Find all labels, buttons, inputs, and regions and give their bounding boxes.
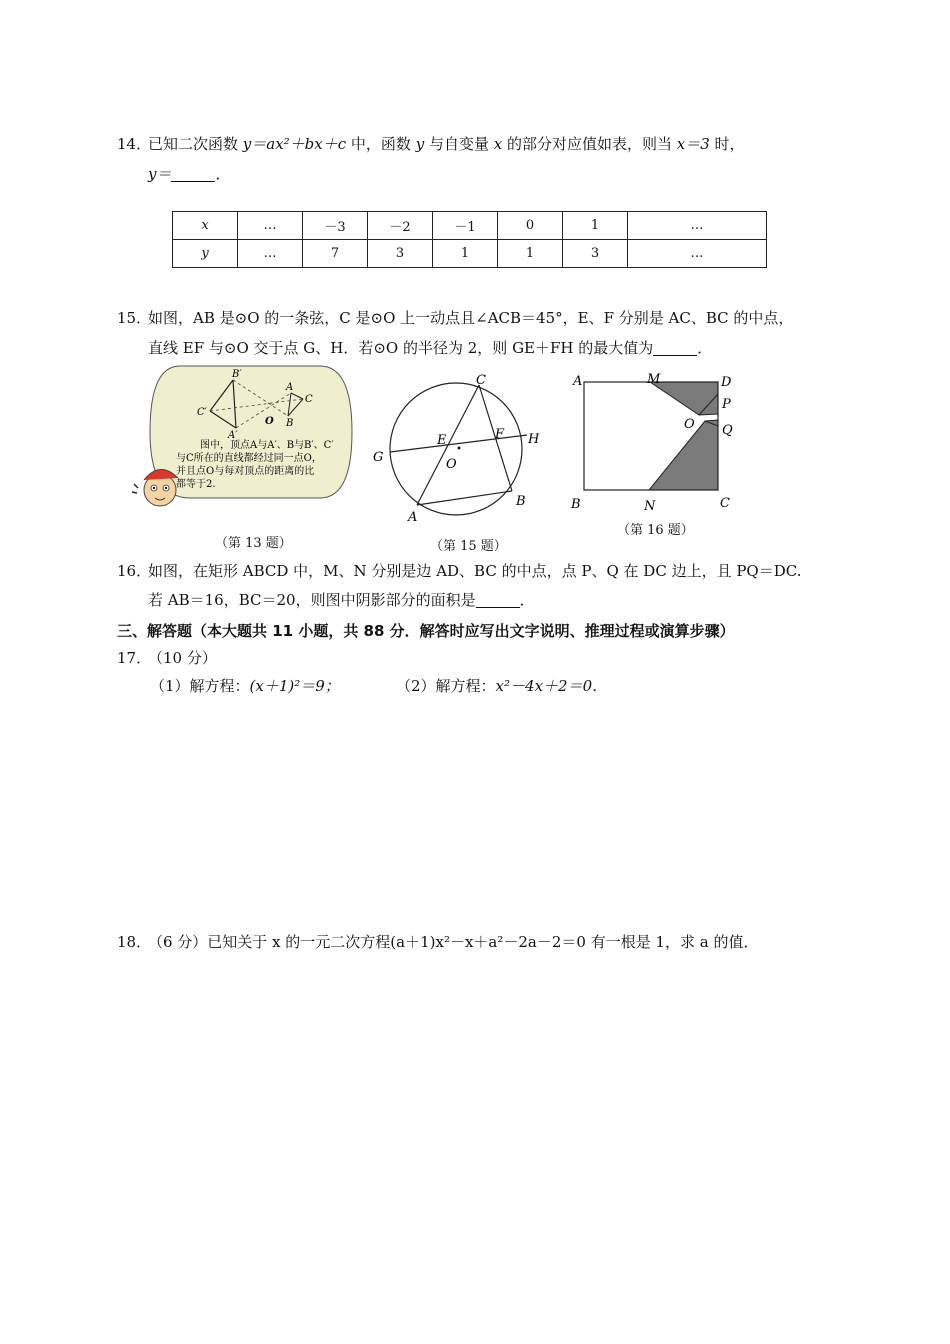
fig15-label: O [446,457,457,472]
q16-number: 16． [117,562,152,580]
fig13-note: 并且点O与每对顶点的距离的比 [176,466,315,477]
q15-line2: 直线 EF 与⊙O 交于点 G、H．若⊙O 的半径为 2，则 GE＋FH 的最大值为 ． [148,339,713,357]
cartoon-character-icon [132,469,178,506]
fig16-label: O [684,417,695,432]
fig15-label: A [408,510,418,525]
q15-line1: 如图，AB 是⊙O 的一条弦，C 是⊙O 上一动点且∠ACB＝45°，E、F 分别是 AC、BC 的中点， [148,309,794,327]
fig13-label: C′ [197,407,207,418]
section-heading: 三、解答题（本大题共 11 小题，共 88 分．解答时应写出文字说明、推理过程或演算步骤） [117,622,735,640]
fig16-label: D [721,375,732,390]
fig16-caption: （第 16 题） [617,523,694,538]
fig15-caption: （第 15 题） [430,539,507,554]
q14-line2: y＝ ． [148,165,231,183]
fig15-label: B [516,494,526,509]
fig13-note: 与C所在的直线都经过同一点O， [176,453,322,464]
answer-blank [171,167,215,182]
figure-16 [565,370,745,515]
fig16-label: N [644,499,656,514]
fig13-label: A′ [228,430,238,441]
fig13-label: A [286,382,294,393]
q18-number: 18． [117,933,152,951]
fig16-label: C [720,496,730,511]
fig16-label: Q [722,423,733,438]
q15-number: 15． [117,309,152,327]
q16-line2: 若 AB＝16，BC＝20，则图中阴影部分的面积是 ． [148,591,535,609]
fig13-label: B′ [232,369,242,380]
q14-number: 14． [117,135,152,153]
q17-part1: （1）解方程：(x＋1)²＝9； [150,677,340,695]
fig16-label: P [722,397,731,412]
q16-line1: 如图，在矩形 ABCD 中，M、N 分别是边 AD、BC 的中点，点 P、Q 在 DC 边上，且 PQ＝DC. [148,562,802,580]
q17-part2: （2）解方程：x²－4x＋2＝0． [396,677,608,695]
q14-line1: 已知二次函数 y＝ax²＋bx＋c 中，函数 y 与自变量 x 的部分对应值如表，则当 x＝3 时， [148,135,745,153]
table-row-x: x … －3 －2 －1 0 1 … [173,212,767,240]
fig15-label: C [476,373,486,388]
fig13-label: B [286,418,294,429]
fig13-caption: （第 13 题） [215,536,292,551]
answer-blank [476,593,520,608]
q17-score: （10 分） [148,649,217,667]
q17-number: 17． [117,649,152,667]
fig15-label: H [528,432,540,447]
fig16-label: M [647,372,661,387]
fig13-label: C [305,394,313,405]
fig13-label: O [265,416,274,427]
q18-text: （6 分）已知关于 x 的一元二次方程(a＋1)x²－x＋a²－2a－2＝0 有一根是 1，求 a 的值． [148,933,759,951]
fig13-note: 都等于2. [176,479,216,490]
answer-blank [653,341,697,356]
fig15-label: G [373,450,384,465]
fig13-note: 图中，顶点A与A′、B与B′、C′ [200,440,334,451]
fig16-label: A [573,374,583,389]
fig15-label: F [495,427,505,442]
fig15-label: E [437,433,447,448]
figure-15 [370,368,550,528]
fig16-label: B [571,497,581,512]
table-row-y: y … 7 3 1 1 3 … [173,240,767,268]
q14-value-table [172,211,767,268]
figure-13 [120,362,360,512]
